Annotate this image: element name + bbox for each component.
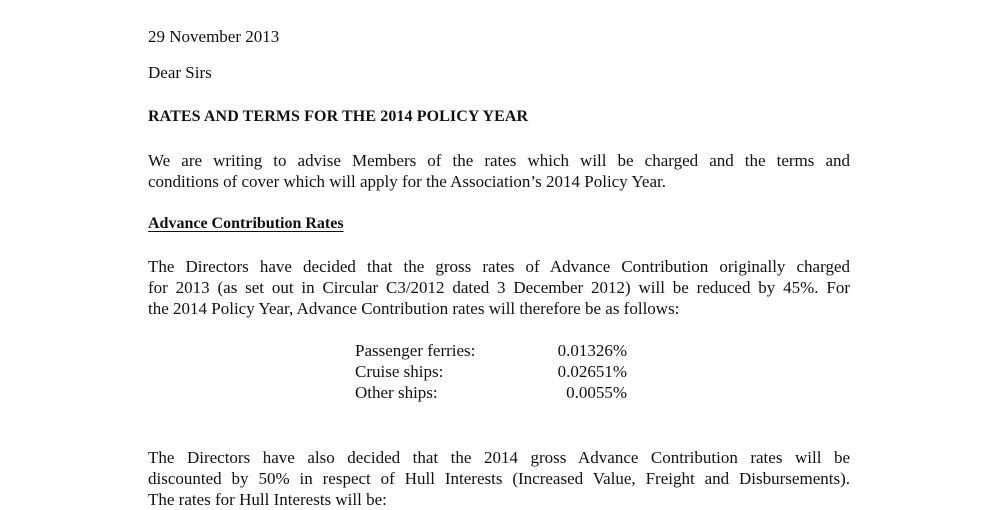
intro-paragraph	[148, 150, 850, 192]
intro-paragraph-line: conditions of cover which will apply for the Association’s 2014 Policy Year.	[148, 172, 666, 191]
rate-value: 0.0055%	[566, 383, 627, 402]
hull-interests-paragraph	[148, 447, 850, 510]
rate-label: Passenger ferries:	[355, 341, 476, 360]
rate-label: Cruise ships:	[355, 362, 444, 381]
rate-value: 0.01326%	[557, 341, 627, 360]
rate-label: Other ships:	[355, 383, 438, 402]
rates-paragraph-line: The Directors have decided that the gross rates of Advance Contribution originally charged	[148, 257, 850, 276]
rate-row	[355, 340, 627, 361]
rates-paragraph	[148, 256, 850, 319]
hull-interests-paragraph-line: discounted by 50% in respect of Hull Interests (Increased Value, Freight and Disbursements).	[148, 469, 850, 488]
rate-row	[355, 382, 627, 403]
section-subheading: Advance Contribution Rates	[148, 215, 344, 232]
rate-row	[355, 361, 627, 382]
intro-paragraph-line: We are writing to advise Members of the rates which will be charged and the terms and	[148, 151, 850, 170]
hull-interests-paragraph-line: The rates for Hull Interests will be:	[148, 490, 387, 509]
rates-paragraph-line: for 2013 (as set out in Circular C3/2012 dated 3 December 2012) will be reduced by 45%. For	[148, 278, 850, 297]
letter-salutation: Dear Sirs	[148, 63, 212, 82]
letter-heading: RATES AND TERMS FOR THE 2014 POLICY YEAR	[148, 108, 529, 125]
rates-paragraph-line: the 2014 Policy Year, Advance Contribution rates will therefore be as follows:	[148, 299, 680, 318]
hull-interests-paragraph-line: The Directors have also decided that the 2014 gross Advance Contribution rates will be	[148, 448, 850, 467]
letter-date: 29 November 2013	[148, 27, 280, 46]
rates-list	[355, 340, 627, 403]
rate-value: 0.02651%	[557, 362, 627, 381]
